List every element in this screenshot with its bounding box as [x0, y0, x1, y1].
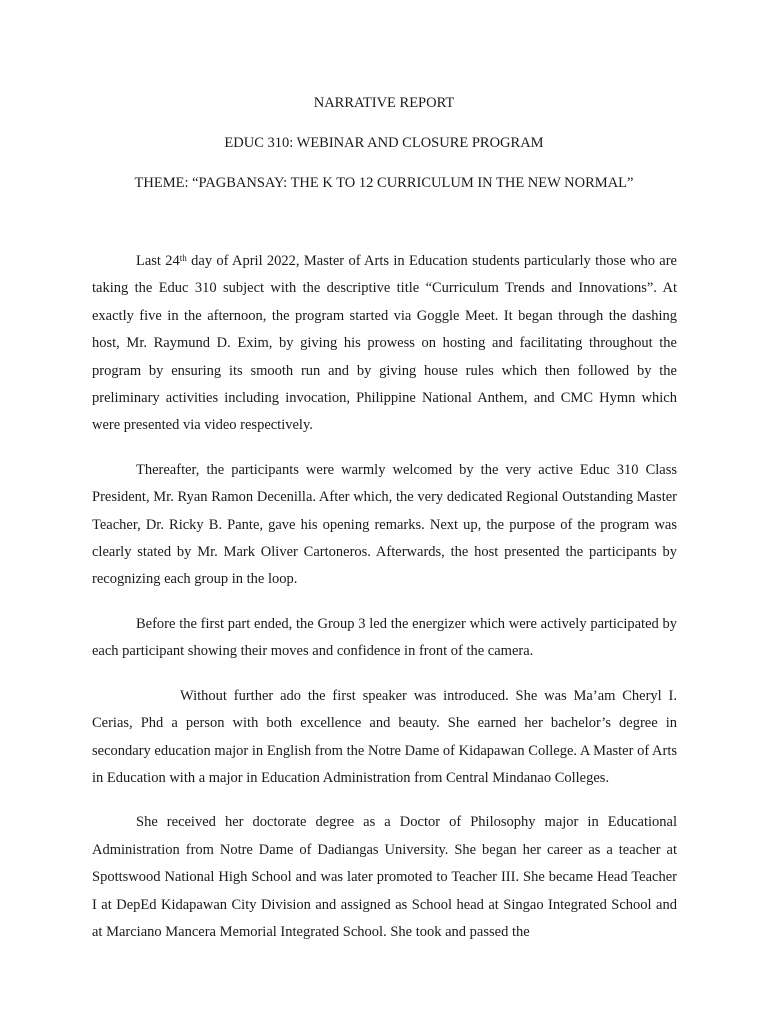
course-title: EDUC 310: WEBINAR AND CLOSURE PROGRAM — [224, 135, 544, 151]
paragraph-opening-rest: day of April 2022, Master of Arts in Education students particularly those who are taking the Educ 310 subject with the descriptive title “Curriculum Trends and Innovations”. At exactly five in the afternoon, the program started via Goggle Meet. It began through the dashing host, Mr. Raymund D. Exim, by giving his prowess on hosting and facilitating throughout the program by ensuring its smooth run and by giving house rules which then followed by the preliminary activities including invocation, Philippine National Anthem, and CMC Hymn which were presented via video respectively. — [92, 253, 677, 434]
report-body — [92, 248, 677, 963]
ordinal-suffix: th — [179, 252, 187, 263]
paragraph-opening — [92, 248, 677, 440]
theme-line: THEME: “PAGBANSAY: THE K TO 12 CURRICULUM IN THE NEW NORMAL” — [134, 175, 634, 191]
paragraph-first-speaker: Without further ado the first speaker was introduced. She was Ma’am Cheryl I. Cerias, Phd a person with both excellence and beauty. She earned her bachelor’s degree in secondary education major in English from the Notre Dame of Kidapawan College. A Master of Arts in Education with a major in Education Administration from Central Mindanao Colleges. — [92, 687, 677, 786]
paragraph-speaker-background: She received her doctorate degree as a Doctor of Philosophy major in Educational Administration from Notre Dame of Dadiangas University. She began her career as a teacher at Spottswood National High School and was later promoted to Teacher III. She became Head Teacher I at DepEd Kidapawan City Division and assigned as School head at Singao Integrated School and at Marciano Mancera Memorial Integrated School. She took and passed the — [92, 814, 677, 940]
paragraph-opening-lead: Last 24 — [136, 253, 180, 269]
paragraph-welcome: Thereafter, the participants were warmly welcomed by the very active Educ 310 Class President, Mr. Ryan Ramon Decenilla. After which, the very dedicated Regional Outstanding Master Teacher, Dr. Ricky B. Pante, gave his opening remarks. Next up, the purpose of the program was clearly stated by Mr. Mark Oliver Cartoneros. Afterwards, the host presented the participants by recognizing each group in the loop. — [92, 461, 677, 588]
report-heading: NARRATIVE REPORT — [313, 95, 455, 111]
paragraph-energizer: Before the first part ended, the Group 3 led the energizer which were actively participated by each participant showing their moves and confidence in front of the camera. — [92, 615, 677, 660]
